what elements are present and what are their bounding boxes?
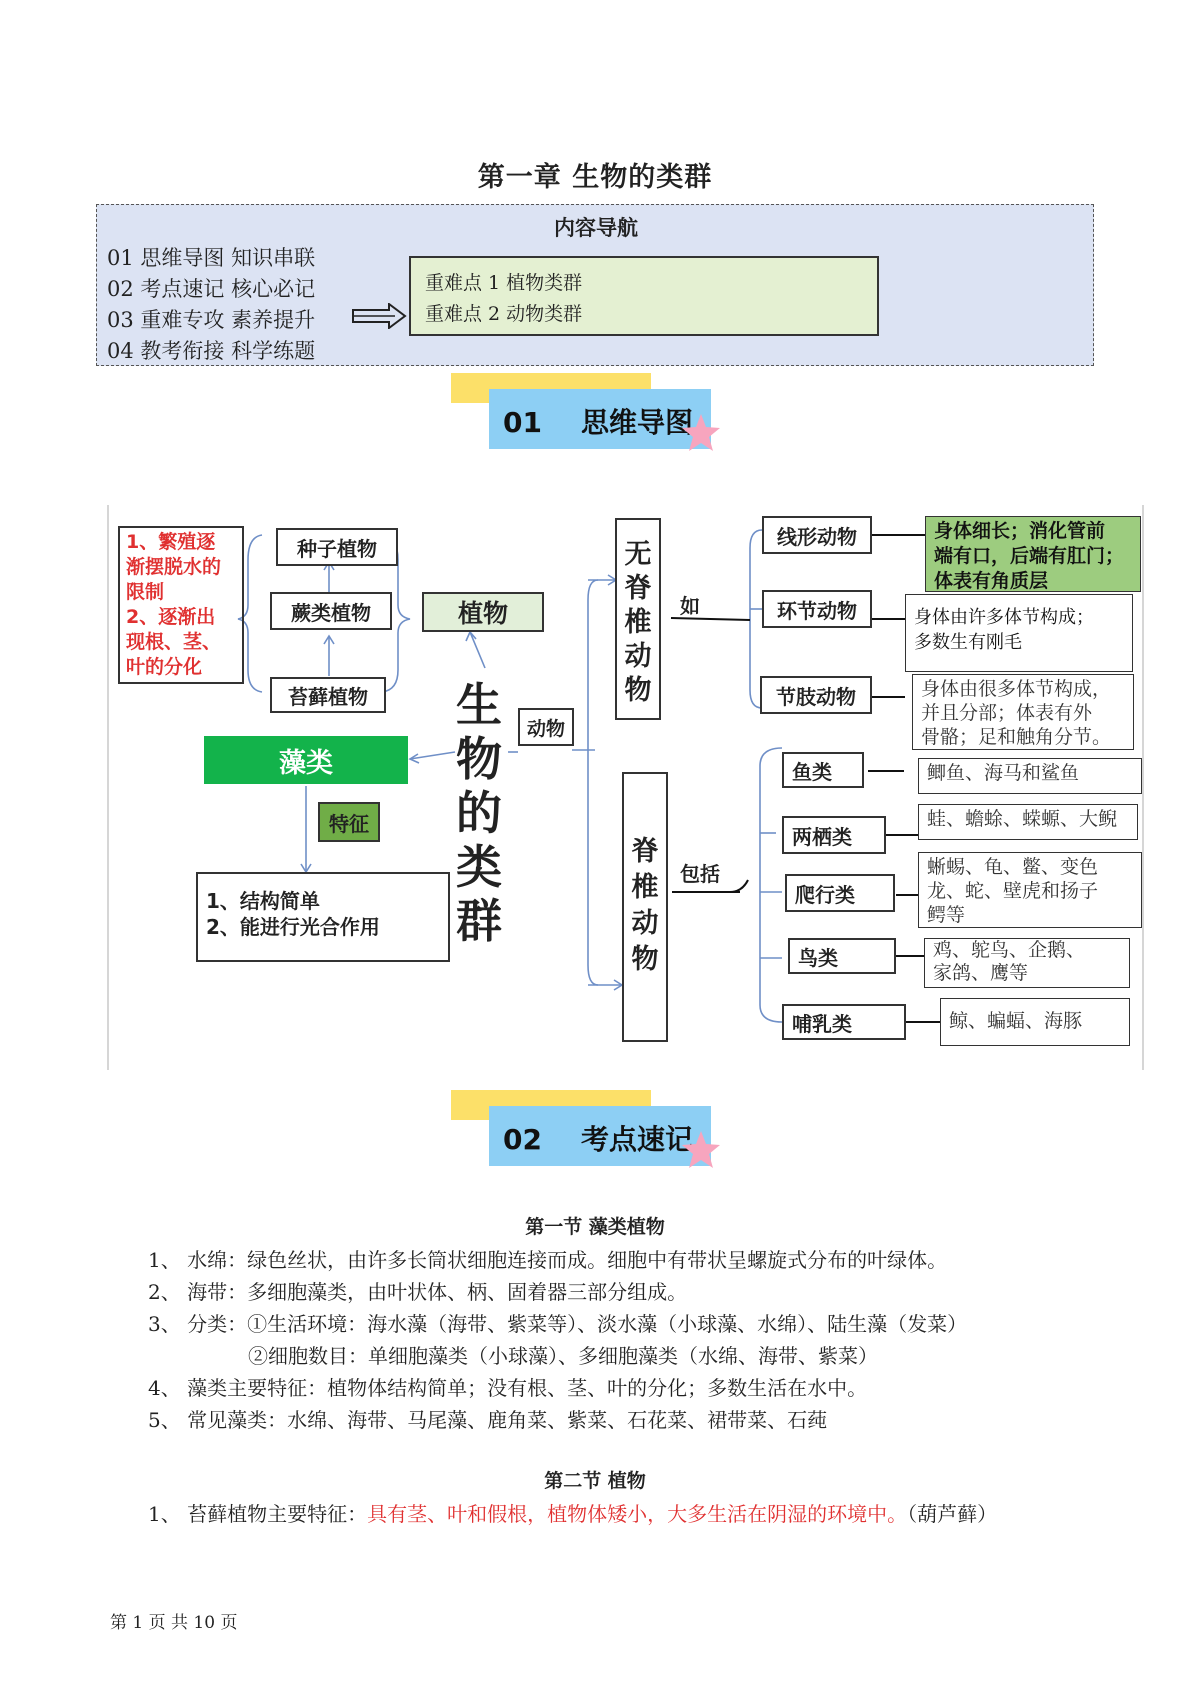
star-icon (681, 1130, 721, 1170)
plant-note-line: 现根、茎、 (126, 631, 222, 653)
node-invertebrates[interactable] (615, 518, 661, 720)
key-point-item[interactable]: 重难点 2 动物类群 (425, 303, 583, 325)
plant-note (118, 526, 244, 684)
section1-line: 2、 海带：多细胞藻类，由叶状体、柄、固着器三部分组成。 (148, 1280, 688, 1304)
desc-line: 多数生有刚毛 (914, 632, 1022, 653)
section1-line: 4、 藻类主要特征：植物体结构简单；没有根、茎、叶的分化；多数生活在水中。 (148, 1376, 868, 1400)
section1-line: 3、 分类：①生活环境：海水藻（海带、紫菜等）、淡水藻（小球藻、水绵）、陆生藻（发菜） (148, 1312, 968, 1336)
plant-note-line: 限制 (126, 581, 165, 603)
link-label-ru: 如 (680, 594, 700, 618)
desc-mammals (940, 998, 1130, 1046)
node-amphibians[interactable]: 两栖类 (782, 816, 886, 854)
node-annelids[interactable]: 环节动物 (762, 590, 872, 628)
vertebrates-label: 脊椎动物 (631, 836, 659, 975)
desc-annelids (905, 594, 1133, 672)
section-banner-keypoints (451, 1090, 721, 1180)
section1-line: ②细胞数目：单细胞藻类（小球藻）、多细胞藻类（水绵、海带、紫菜） (248, 1344, 878, 1368)
nav-item[interactable]: 01 思维导图 知识串联 (107, 246, 316, 270)
desc-line: 骨骼；足和触角分节。 (921, 726, 1112, 748)
node-fern-plants[interactable]: 蕨类植物 (270, 592, 392, 630)
star-icon (681, 413, 721, 453)
node-arthropods[interactable]: 节肢动物 (760, 676, 872, 714)
line-prefix: 1、 苔藓植物主要特征： (148, 1502, 368, 1526)
desc-line: 身体由很多体节构成， (921, 678, 1112, 700)
center-title: 生物的类群 (456, 678, 502, 948)
desc-line: 蛙、蟾蜍、蝾螈、大鲵 (927, 808, 1118, 830)
section1-line: 1、 水绵：绿色丝状，由许多长筒状细胞连接而成。细胞中有带状呈螺旋式分布的叶绿体。 (148, 1248, 948, 1272)
node-reptiles[interactable]: 爬行类 (785, 874, 895, 912)
node-center (452, 678, 506, 948)
desc-birds (924, 938, 1130, 988)
feature-line: 2、能进行光合作用 (206, 915, 380, 939)
desc-line: 蜥蜴、龟、鳖、变色 (927, 856, 1099, 878)
nav-item[interactable]: 02 考点速记 核心必记 (107, 277, 316, 301)
plant-note-line: 2、逐渐出 (126, 606, 216, 628)
invertebrates-label: 无脊椎动物 (624, 539, 652, 706)
navigation-title: 内容导航 (554, 216, 638, 240)
key-point-item[interactable]: 重难点 1 植物类群 (425, 272, 583, 294)
node-moss-plants[interactable]: 苔藓植物 (270, 677, 386, 713)
feature-line: 1、结构简单 (206, 889, 320, 913)
desc-line: 鸡、鸵鸟、企鹅、 (933, 939, 1086, 961)
desc-line: 身体由许多体节构成； (914, 607, 1094, 628)
line-highlight: 具有茎、叶和假根，植物体矮小，大多生活在阴湿的环境中。 (367, 1502, 908, 1526)
node-fish[interactable]: 鱼类 (782, 752, 864, 788)
nav-item[interactable]: 03 重难专攻 素养提升 (107, 308, 316, 332)
page-footer: 第 1 页 共 10 页 (110, 1613, 238, 1633)
desc-nematodes (925, 516, 1141, 592)
desc-line: 端有口，后端有肛门； (934, 545, 1125, 567)
desc-line: 鳄等 (927, 904, 966, 926)
node-nematodes[interactable]: 线形动物 (762, 516, 872, 554)
banner-title: 02 考点速记 (503, 1123, 693, 1156)
desc-line: 鲫鱼、海马和鲨鱼 (927, 762, 1080, 784)
node-seed-plants[interactable]: 种子植物 (276, 528, 398, 566)
desc-line: 身体细长；消化管前 (934, 520, 1106, 542)
nav-item[interactable]: 04 教考衔接 科学练题 (107, 339, 316, 363)
plant-note-line: 叶的分化 (126, 656, 203, 678)
section-banner-mindmap (451, 373, 721, 463)
section2-line (148, 1498, 997, 1527)
section1-line: 5、 常见藻类：水绵、海带、马尾藻、鹿角菜、紫菜、石花菜、裙带菜、石莼 (148, 1408, 828, 1432)
section1-heading: 第一节 藻类植物 (525, 1216, 665, 1238)
node-vertebrates[interactable] (622, 772, 668, 1042)
desc-arthropods (912, 674, 1134, 750)
key-points-box (409, 256, 879, 336)
section2-heading: 第二节 植物 (544, 1470, 646, 1492)
node-algae-features (196, 872, 450, 962)
link-label-baokuo: 包括 (680, 862, 720, 886)
plant-note-line: 1、繁殖逐 (126, 531, 216, 553)
desc-line: 龙、蛇、壁虎和扬子 (927, 880, 1099, 902)
desc-line: 家鸽、鹰等 (933, 962, 1029, 984)
node-birds[interactable]: 鸟类 (788, 938, 896, 974)
node-plants[interactable]: 植物 (422, 592, 544, 632)
node-algae-feature-label[interactable]: 特征 (318, 802, 380, 842)
desc-line: 鲸、蝙蝠、海豚 (949, 1010, 1083, 1032)
desc-reptiles (918, 852, 1142, 928)
desc-line: 并且分部；体表有外 (921, 702, 1093, 724)
line-suffix: （葫芦藓） (907, 1502, 998, 1526)
banner-title: 01 思维导图 (503, 406, 693, 439)
node-algae[interactable]: 藻类 (204, 736, 408, 784)
chapter-title: 第一章 生物的类群 (477, 162, 713, 193)
desc-amphibians (918, 804, 1138, 840)
node-mammals[interactable]: 哺乳类 (782, 1004, 906, 1040)
node-animals[interactable]: 动物 (518, 708, 574, 746)
desc-fish (918, 758, 1142, 794)
desc-line: 体表有角质层 (934, 570, 1049, 592)
double-arrow-icon (351, 303, 407, 329)
content-navigation (96, 204, 1094, 366)
plant-note-line: 渐摆脱水的 (126, 556, 222, 578)
